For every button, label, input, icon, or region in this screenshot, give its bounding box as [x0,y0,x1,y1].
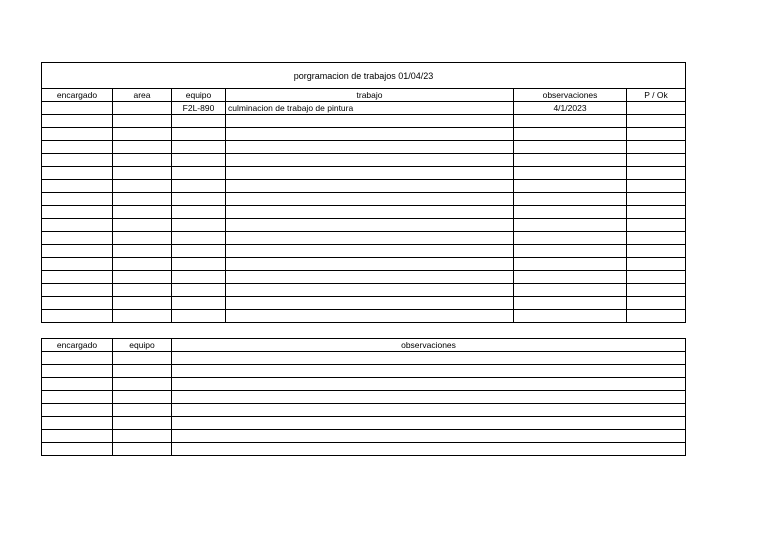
table-cell[interactable] [42,365,113,378]
table-cell[interactable] [226,193,514,206]
table-cell[interactable] [172,180,226,193]
table-row [42,232,686,245]
table-cell[interactable] [226,284,514,297]
table-cell[interactable] [113,404,172,417]
table-cell[interactable] [627,167,686,180]
table-cell[interactable] [627,206,686,219]
table-cell[interactable] [627,245,686,258]
table-cell[interactable] [113,310,172,323]
header-trabajo: trabajo [226,89,514,102]
table-row [42,180,686,193]
table-cell[interactable] [627,128,686,141]
table-row [42,404,686,417]
table-cell[interactable] [514,128,627,141]
table-cell[interactable] [113,271,172,284]
table-cell[interactable] [627,297,686,310]
table-cell[interactable] [42,443,113,456]
table-cell[interactable] [172,430,686,443]
table-row [42,443,686,456]
table-cell[interactable] [42,128,113,141]
table-cell[interactable] [113,443,172,456]
table-cell[interactable]: F2L-890 [172,102,226,115]
table-cell[interactable] [42,180,113,193]
table-cell[interactable] [113,391,172,404]
table-cell[interactable] [226,206,514,219]
table-row [42,141,686,154]
table-cell[interactable] [514,206,627,219]
header-observaciones-2: observaciones [172,339,686,352]
table-cell[interactable] [42,391,113,404]
table-cell[interactable] [113,232,172,245]
table-cell[interactable] [172,391,686,404]
header-equipo: equipo [172,89,226,102]
table-row [42,245,686,258]
table-cell[interactable]: culminacion de trabajo de pintura [226,102,514,115]
table-cell[interactable] [113,193,172,206]
table-cell[interactable] [226,232,514,245]
table-cell[interactable] [627,180,686,193]
table-cell[interactable] [226,258,514,271]
table-cell[interactable] [172,365,686,378]
table-cell[interactable] [113,219,172,232]
table-cell[interactable] [42,417,113,430]
table-cell[interactable]: 4/1/2023 [514,102,627,115]
table-cell[interactable] [514,154,627,167]
work-schedule-table [41,62,686,323]
schedule-title-row [42,63,686,89]
table-cell[interactable] [172,417,686,430]
table-cell[interactable] [172,297,226,310]
table-cell[interactable] [627,232,686,245]
table-cell[interactable] [172,284,226,297]
table-cell[interactable] [113,352,172,365]
table-cell[interactable] [172,206,226,219]
table-cell[interactable] [627,193,686,206]
table-cell[interactable] [42,297,113,310]
table-cell[interactable] [226,115,514,128]
table-cell[interactable] [42,310,113,323]
table-cell[interactable] [113,167,172,180]
table-cell[interactable] [42,430,113,443]
table-cell[interactable] [226,245,514,258]
table-row [42,417,686,430]
table-cell[interactable] [226,141,514,154]
table-cell[interactable] [226,167,514,180]
table-cell[interactable] [42,271,113,284]
table-cell[interactable] [514,167,627,180]
table-row [42,219,686,232]
table-cell[interactable] [42,232,113,245]
table-cell[interactable] [42,115,113,128]
table-cell[interactable] [514,258,627,271]
header-encargado: encargado [42,89,113,102]
table-cell[interactable] [113,417,172,430]
observations-header-row [42,339,686,352]
header-equipo-2: equipo [113,339,172,352]
table-cell[interactable] [226,219,514,232]
table-cell[interactable] [113,297,172,310]
table-row [42,297,686,310]
table-cell[interactable] [42,219,113,232]
header-p-ok: P / Ok [627,89,686,102]
table-cell[interactable] [627,115,686,128]
table-cell[interactable] [514,232,627,245]
table-cell[interactable] [172,219,226,232]
table-cell[interactable] [627,141,686,154]
table-cell[interactable] [172,258,226,271]
table-cell[interactable] [172,193,226,206]
table-cell[interactable] [172,404,686,417]
table-row [42,310,686,323]
table-row [42,365,686,378]
table-cell[interactable] [42,352,113,365]
table-cell[interactable] [113,102,172,115]
table-cell[interactable] [514,245,627,258]
table-cell[interactable] [172,245,226,258]
table-cell[interactable] [226,297,514,310]
table-cell[interactable] [113,378,172,391]
table-cell[interactable] [172,352,686,365]
table-row [42,206,686,219]
table-cell[interactable] [172,378,686,391]
table-cell[interactable] [113,258,172,271]
table-cell[interactable] [42,378,113,391]
table-cell[interactable] [514,219,627,232]
table-cell[interactable] [172,128,226,141]
table-cell[interactable] [514,193,627,206]
table-cell[interactable] [113,180,172,193]
table-cell[interactable] [172,154,226,167]
table-row [42,284,686,297]
table-cell[interactable] [42,102,113,115]
schedule-header-row [42,89,686,102]
table-cell[interactable] [226,128,514,141]
table-cell[interactable] [172,310,226,323]
table-cell[interactable] [627,219,686,232]
table-cell[interactable] [514,115,627,128]
table-cell[interactable] [627,102,686,115]
observations-table [41,338,686,456]
table-cell[interactable] [627,154,686,167]
table-cell[interactable] [113,245,172,258]
table-cell[interactable] [42,404,113,417]
table-cell[interactable] [113,115,172,128]
table-cell[interactable] [113,284,172,297]
table-row [42,391,686,404]
table-cell[interactable] [42,284,113,297]
table-cell[interactable] [226,180,514,193]
header-encargado-2: encargado [42,339,113,352]
table-cell[interactable] [42,245,113,258]
table-row [42,430,686,443]
table-row [42,154,686,167]
table-cell[interactable] [113,365,172,378]
table-cell[interactable] [627,284,686,297]
table-row [42,167,686,180]
table-row [42,258,686,271]
table-cell[interactable] [514,141,627,154]
table-row [42,115,686,128]
table-cell[interactable] [42,154,113,167]
table-row [42,128,686,141]
table-cell[interactable] [172,271,226,284]
table-cell[interactable] [172,443,686,456]
table-row [42,378,686,391]
table-cell[interactable] [514,284,627,297]
table-cell[interactable] [627,310,686,323]
table-cell[interactable] [226,154,514,167]
table-cell[interactable] [172,232,226,245]
table-cell[interactable] [514,271,627,284]
table-cell[interactable] [172,167,226,180]
table-cell[interactable] [113,154,172,167]
table-cell[interactable] [113,430,172,443]
table-cell[interactable] [42,206,113,219]
table-cell[interactable] [514,310,627,323]
table-cell[interactable] [172,115,226,128]
table-cell[interactable] [514,180,627,193]
table-cell[interactable] [42,167,113,180]
table-cell[interactable] [226,271,514,284]
table-cell[interactable] [42,193,113,206]
table-cell[interactable] [42,258,113,271]
table-cell[interactable] [172,141,226,154]
table-cell[interactable] [42,141,113,154]
table-row [42,352,686,365]
table-cell[interactable] [113,128,172,141]
table-row [42,102,686,115]
table-cell[interactable] [627,271,686,284]
schedule-title: porgramacion de trabajos 01/04/23 [42,63,686,89]
table-row [42,193,686,206]
table-row [42,271,686,284]
header-observaciones: observaciones [514,89,627,102]
table-cell[interactable] [226,310,514,323]
table-cell[interactable] [113,206,172,219]
table-cell[interactable] [113,141,172,154]
header-area: area [113,89,172,102]
table-cell[interactable] [514,297,627,310]
table-cell[interactable] [627,258,686,271]
